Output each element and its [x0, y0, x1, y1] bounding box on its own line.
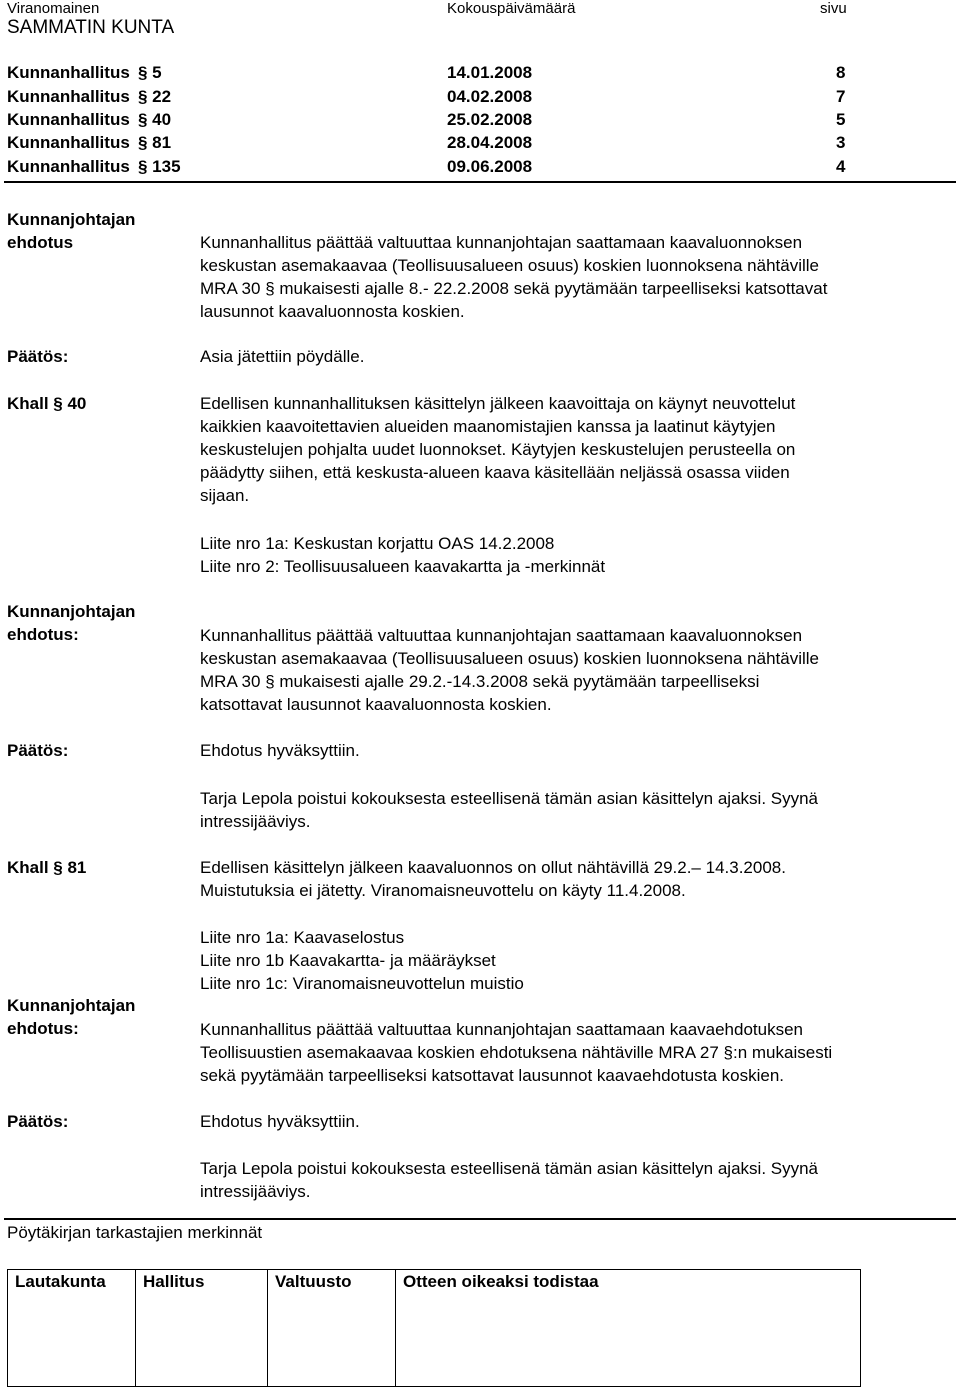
meeting-body: Kunnanhallitus — [7, 87, 130, 106]
meeting-section: § 81 — [138, 133, 172, 152]
header-divider — [4, 181, 956, 183]
meeting-body: Kunnanhallitus — [7, 63, 130, 82]
header-page-label: sivu — [820, 0, 847, 17]
attachment-list: Liite nro 1a: Kaavaselostus Liite nro 1b Kaavakartta- ja määräykset Liite nro 1c: Viranomaisneuvottelun muistio — [200, 928, 524, 993]
meeting-section: § 22 — [138, 87, 172, 106]
signature-cell-hallitus: Hallitus — [136, 1270, 268, 1387]
section-label-khall-81: Khall § 81 — [7, 858, 87, 877]
meeting-section: § 5 — [138, 63, 162, 82]
header-authority-label: Viranomainen — [7, 0, 100, 17]
signature-cell-valtuusto: Valtuusto — [268, 1270, 396, 1387]
section-text-khall-81: Edellisen käsittelyn jälkeen kaavaluonnos on ollut nähtävillä 29.2.– 14.3.2008. Muistutuksia ei jätetty. Viranomaisneuvottelu on käyty 11.4.2008. — [200, 858, 786, 900]
decision-label: Päätös: — [7, 741, 69, 760]
proposal-label: Kunnanjohtajan ehdotus — [7, 210, 136, 252]
meeting-page: 3 — [836, 133, 846, 152]
meeting-body: Kunnanhallitus — [7, 133, 130, 152]
proposal-text: Kunnanhallitus päättää valtuuttaa kunnanjohtajan saattamaan kaavaluonnoksen keskustan asemakaavaa (Teollisuusalueen osuus) koskien luonnoksena nähtäville MRA 30 § mukaisesti ajalle 8.- 22.2.2008 sekä pyytämään tarpeelliseksi katsottavat lausunnot kaavaluonnosta koskien. — [200, 233, 828, 321]
meeting-page: 7 — [836, 87, 846, 106]
proposal-label: Kunnanjohtajan ehdotus: — [7, 602, 136, 644]
note-text: Tarja Lepola poistui kokouksesta esteellisenä tämän asian käsittelyn ajaksi. Syynä intressijääviys. — [200, 1159, 819, 1201]
decision-label: Päätös: — [7, 347, 69, 366]
signature-cell-lautakunta: Lautakunta — [8, 1270, 136, 1387]
meeting-date: 25.02.2008 — [447, 110, 533, 129]
meeting-page: 4 — [836, 157, 846, 176]
attachment-list: Liite nro 1a: Keskustan korjattu OAS 14.2.2008 Liite nro 2: Teollisuusalueen kaavakartta ja -merkinnät — [200, 534, 606, 576]
footer-title: Pöytäkirjan tarkastajien merkinnät — [7, 1223, 263, 1242]
section-text-khall-40: Edellisen kunnanhallituksen käsittelyn jälkeen kaavoittaja on käynyt neuvottelut kaikkien kaavoitettavien alueiden maanomistajien kanssa ja laatinut käytyjen keskustelujen pohjalta uudet luonnokset. Käytyjen keskustelujen perusteella on päädytty siihen, että keskusta-alueen kaava käsitellään neljässä osassa viiden sijaan. — [200, 394, 796, 505]
meeting-page: 5 — [836, 110, 846, 129]
signature-cell-certification: Otteen oikeaksi todistaa — [396, 1270, 861, 1387]
decision-text: Asia jätettiin pöydälle. — [200, 347, 365, 366]
proposal-text: Kunnanhallitus päättää valtuuttaa kunnanjohtajan saattamaan kaavaluonnoksen keskustan asemakaavaa (Teollisuusalueen osuus) koskien luonnoksena nähtäville MRA 30 § mukaisesti ajalle 29.2.-14.3.2008 sekä pyytämään tarpeelliseksi katsottavat lausunnot kaavaluonnosta koskien. — [200, 626, 819, 714]
section-label-khall-40: Khall § 40 — [7, 394, 87, 413]
meeting-date: 09.06.2008 — [447, 157, 533, 176]
meeting-page: 8 — [836, 63, 846, 82]
header-date-label: Kokouspäivämäärä — [447, 0, 576, 17]
decision-text: Ehdotus hyväksyttiin. — [200, 741, 360, 760]
meeting-date: 04.02.2008 — [447, 87, 533, 106]
meeting-section: § 135 — [138, 157, 181, 176]
signature-table — [7, 1269, 861, 1387]
meeting-date: 28.04.2008 — [447, 133, 533, 152]
proposal-text: Kunnanhallitus päättää valtuuttaa kunnanjohtajan saattamaan kaavaehdotuksen Teollisuustien asemakaavaa koskien ehdotuksena nähtäville MRA 27 §:n mukaisesti sekä pyytämään tarpeelliseksi katsottavat lausunnot kaavaehdotusta koskien. — [200, 1020, 833, 1085]
meeting-body: Kunnanhallitus — [7, 157, 130, 176]
footer-divider — [4, 1218, 956, 1220]
authority-name: SAMMATIN KUNTA — [7, 17, 175, 38]
note-text: Tarja Lepola poistui kokouksesta esteellisenä tämän asian käsittelyn ajaksi. Syynä intressijääviys. — [200, 789, 819, 831]
meeting-section: § 40 — [138, 110, 172, 129]
decision-text: Ehdotus hyväksyttiin. — [200, 1112, 360, 1131]
meeting-body: Kunnanhallitus — [7, 110, 130, 129]
meeting-date: 14.01.2008 — [447, 63, 533, 82]
proposal-label: Kunnanjohtajan ehdotus: — [7, 996, 136, 1038]
decision-label: Päätös: — [7, 1112, 69, 1131]
